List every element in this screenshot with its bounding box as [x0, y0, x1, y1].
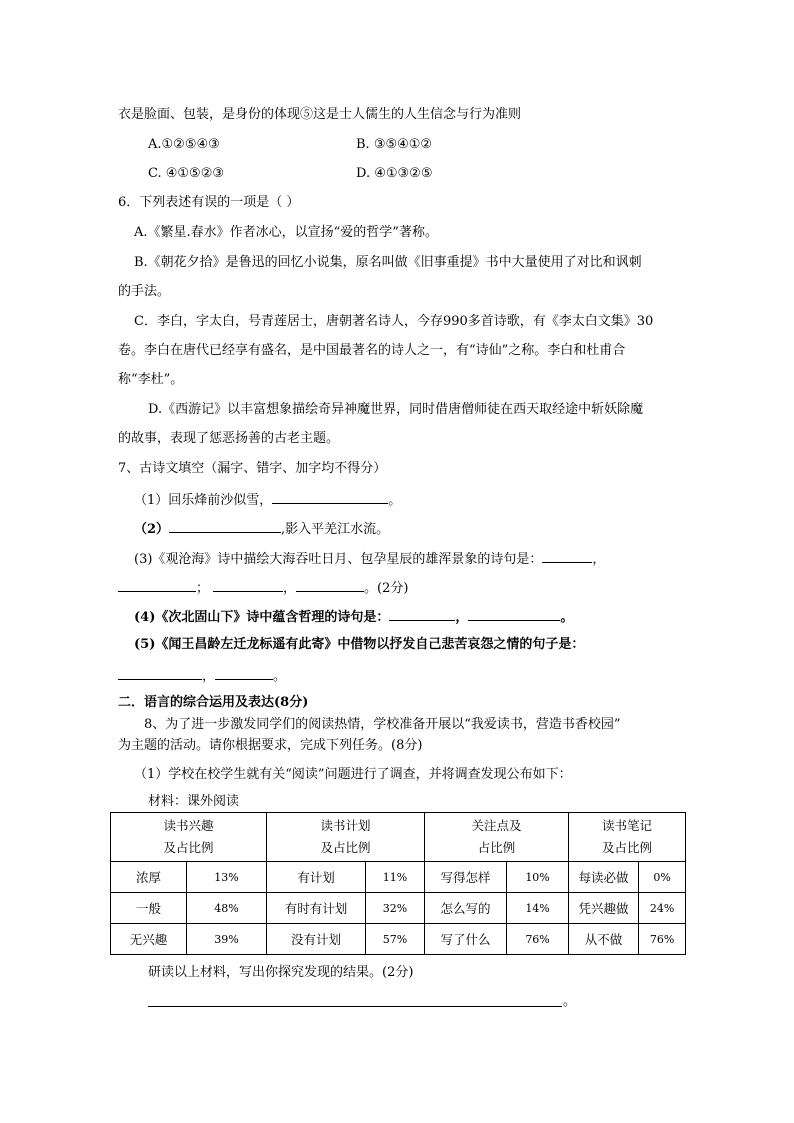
punctuation: 。: [388, 493, 402, 508]
q7-item-4-text: (4)《次北固山下》诗中蕴含哲理的诗句是：: [134, 610, 390, 625]
table-cell: 有计划: [267, 862, 366, 893]
q6-stem: 6．下列表述有误的一项是（ ）: [118, 195, 300, 210]
q6-option-b-line1: B.《朝花夕拾》是鲁迅的回忆小说集，原名叫做《旧事重提》书中大量使用了对比和讽刺: [134, 255, 642, 270]
q7-item-5-line1: (5)《闻王昌龄左迁龙标遥有此寄》中借物以抒发自己悲苦哀怨之情的句子是：: [134, 637, 585, 652]
punctuation: 。: [560, 610, 574, 625]
q7-item-2-label: （2）: [134, 522, 170, 537]
header-cell: 读书笔记 及占比例: [569, 813, 686, 862]
q6-option-a: A.《繁星.春水》作者冰心，以宣扬“爱的哲学”著称。: [134, 225, 438, 240]
q7-item-5-line2: [118, 665, 286, 686]
table-cell: 24%: [639, 893, 686, 924]
table-cell: 76%: [639, 924, 686, 955]
punctuation: ，: [283, 581, 297, 596]
table-cell: 一般: [111, 893, 187, 924]
punctuation: ；: [196, 581, 210, 596]
q6-option-b-line2: 的手法。: [118, 284, 171, 299]
table-cell: 76%: [507, 924, 569, 955]
table-header-row: [111, 813, 686, 862]
q6-option-c-line2: 卷。李白在唐代已经享有盛名，是中国最著名的诗人之一，有“诗仙”之称。李白和杜甫合: [118, 343, 626, 358]
q8-stem-line1: 8、为了进一步激发同学们的阅读热情，学校准备开展以“我爱读书，营造书香校园”: [144, 717, 621, 732]
table-cell: 怎么写的: [425, 893, 507, 924]
q5-option-b: B. ③⑤④①②: [356, 137, 433, 152]
table-cell: 没有计划: [267, 924, 366, 955]
header-cell: 读书兴趣 及占比例: [111, 813, 267, 862]
answer-blank[interactable]: [169, 518, 281, 533]
section-2-title: 二．语言的综合运用及表达(8分): [118, 695, 309, 710]
table-cell: 14%: [507, 893, 569, 924]
table-row: [111, 893, 686, 924]
q7-item-1: [134, 489, 401, 510]
punctuation: ，: [455, 610, 469, 625]
table-cell: 13%: [187, 862, 267, 893]
answer-blank[interactable]: [118, 665, 202, 680]
q7-item-4: [134, 606, 573, 627]
table-row: [111, 924, 686, 955]
table-cell: 无兴趣: [111, 924, 187, 955]
q5-option-c: C. ④①⑤②③: [148, 166, 225, 181]
answer-blank[interactable]: [272, 489, 388, 504]
table-cell: 写了什么: [425, 924, 507, 955]
header-cell: 读书计划 及占比例: [267, 813, 425, 862]
table-cell: 39%: [187, 924, 267, 955]
q6-option-c-line3: 称“李杜”。: [118, 372, 184, 387]
answer-blank[interactable]: [118, 577, 196, 592]
q7-item-3-line1: [134, 548, 605, 569]
q7-item-2: [134, 518, 389, 539]
table-cell: 11%: [366, 862, 425, 893]
table-cell: 10%: [507, 862, 569, 893]
table-cell: 48%: [187, 893, 267, 924]
q6-option-d-line1: D.《西游记》以丰富想象描绘奇异神魔世界，同时借唐僧师徒在西天取经途中斩妖除魔: [148, 402, 644, 417]
table-row: [111, 862, 686, 893]
table-cell: 32%: [366, 893, 425, 924]
header-cell: 关注点及 占比例: [425, 813, 569, 862]
q8-sub1: （1）学校在校学生就有关“阅读”问题进行了调查，并将调查发现公布如下：: [134, 767, 572, 782]
answer-blank[interactable]: [215, 665, 273, 680]
punctuation: ，: [202, 669, 216, 684]
table-cell: 有时有计划: [267, 893, 366, 924]
punctuation: ，: [592, 552, 606, 567]
continuation-text: 衣是脸面、包装，是身份的体现⑤这是士人儒生的人生信念与行为准则: [118, 107, 522, 122]
answer-blank[interactable]: [542, 548, 592, 563]
analysis-prompt: 研读以上材料，写出你探究发现的结果。(2分): [148, 965, 414, 980]
q7-item-3-text: (3)《观沧海》诗中描绘大海吞吐日月、包孕星辰的雄浑景象的诗句是：: [134, 552, 543, 567]
q5-option-a: A.①②⑤④③: [148, 137, 220, 152]
q7-item-1-text: （1）回乐烽前沙似雪，: [134, 493, 273, 508]
table-cell: 0%: [639, 862, 686, 893]
q6-option-d-line2: 的故事，表现了惩恶扬善的古老主题。: [118, 431, 340, 446]
q7-item-2-text: ,影入平羌江水流。: [281, 522, 390, 537]
table-cell: 浓厚: [111, 862, 187, 893]
answer-blank[interactable]: [389, 606, 455, 621]
answer-blank[interactable]: [296, 577, 364, 592]
q6-option-c-line1: C．李白，字太白，号青莲居士，唐朝著名诗人，今存990多首诗歌，有《李太白文集》30: [134, 314, 654, 329]
q7-stem: 7、古诗文填空（漏字、错字、加字均不得分）: [118, 461, 387, 476]
q5-option-d: D. ④①③②⑤: [356, 166, 433, 181]
answer-end-punctuation: 。: [563, 994, 577, 1009]
table-cell: 凭兴趣做: [569, 893, 639, 924]
score-note: 。(2分): [364, 581, 409, 596]
answer-blank[interactable]: [468, 606, 560, 621]
table-cell: 57%: [366, 924, 425, 955]
table-cell: 写得怎样: [425, 862, 507, 893]
q7-item-3-line2: [118, 577, 408, 598]
answer-blank[interactable]: [213, 577, 283, 592]
answer-line[interactable]: [148, 1006, 562, 1007]
q8-stem-line2: 为主题的活动。请你根据要求，完成下列任务。(8分): [118, 738, 423, 753]
punctuation: 。: [273, 669, 287, 684]
material-label: 材料：课外阅读: [148, 794, 240, 809]
table-cell: 从不做: [569, 924, 639, 955]
table-cell: 每读必做: [569, 862, 639, 893]
reading-survey-table: [110, 812, 686, 955]
